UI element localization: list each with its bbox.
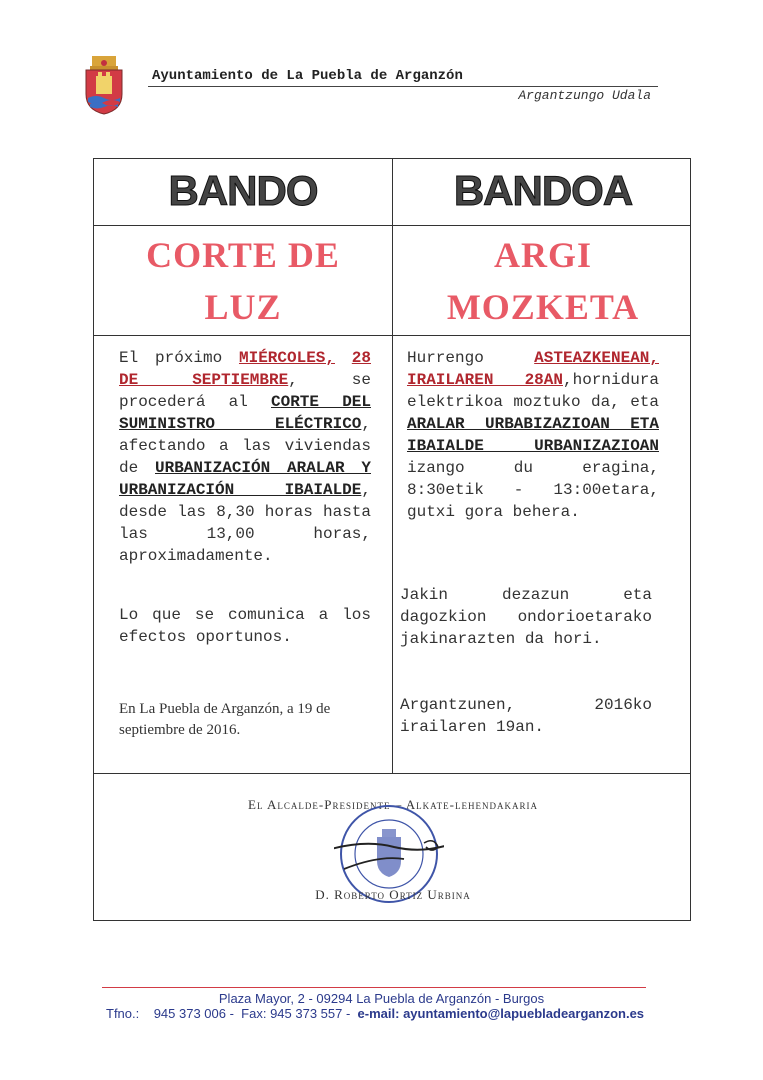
notice-place-date-es: En La Puebla de Arganzón, a 19 de septiembre de 2016. — [119, 701, 331, 738]
signatory-role: El Alcalde-Presidente – Alkate-lehendakaria — [248, 797, 538, 812]
column-divider — [392, 159, 393, 773]
municipal-crest-icon — [82, 54, 126, 116]
notice-body-eu: Hurrengo ASTEAZKENEAN, IRAILAREN 28AN,hornidura elektrikoa moztuko da, eta ARALAR URBABIZAZIOAN ETA IBAIALDE URBANIZAZIOAN izango du eragina, 8:30etik - 13:00etara, gutxi gora behera. — [407, 349, 659, 521]
notice-title-eu: BANDOA — [453, 167, 633, 214]
organization-name: Ayuntamiento de La Puebla de Arganzón — [152, 68, 463, 84]
phone-number: 945 373 006 — [153, 1006, 226, 1021]
subject-line: ARGI — [493, 235, 592, 275]
subject-line: CORTE DE — [146, 235, 340, 275]
email-link[interactable]: ayuntamiento@lapuebladearganzon.es — [403, 1006, 645, 1021]
fax-number: Fax: 945 373 557 — [241, 1006, 343, 1021]
email-label: e-mail: — [357, 1006, 400, 1021]
phone-label: Tfno.: — [106, 1006, 140, 1021]
notice-title-es: BANDO — [168, 167, 318, 214]
organization-name-basque: Argantzungo Udala — [518, 88, 651, 103]
notice-table — [93, 158, 691, 921]
notice-subject-es — [94, 229, 392, 333]
footer-address: Plaza Mayor, 2 - 09294 La Puebla de Arganzón - Burgos — [218, 991, 545, 1006]
notice-closing-eu: Jakin dezazun eta dagozkion ondorioetarako jakinarazten da hori. — [400, 586, 652, 648]
area-highlight: ARALAR URBABIZAZIOAN ETA IBAIALDE URBANIZAZIOAN — [407, 415, 659, 455]
row-divider — [94, 225, 690, 226]
date-highlight: ASTEAZKENEAN, IRAILAREN 28AN — [407, 349, 659, 389]
notice-place-date-eu: Argantzunen, 2016ko irailaren 19an. — [400, 696, 652, 736]
header-rule — [148, 86, 658, 87]
date-highlight: 28 DE SEPTIEMBRE — [119, 349, 371, 389]
footer-contact: Tfno.: 945 373 006 - Fax: 945 373 557 - e-mail: ayuntamiento@lapuebladearganzon.es — [106, 1006, 645, 1021]
date-highlight: MIÉRCOLES, — [238, 349, 335, 367]
row-divider — [94, 335, 690, 336]
footer-rule — [102, 987, 646, 988]
area-highlight: URBANIZACIÓN ARALAR Y URBANIZACIÓN IBAIALDE — [119, 459, 371, 499]
signatory-name: D. Roberto Ortiz Urbina — [315, 887, 471, 902]
row-divider — [94, 773, 690, 774]
notice-closing-es: Lo que se comunica a los efectos oportunos. — [119, 606, 371, 646]
subject-line: MOZKETA — [446, 287, 640, 327]
notice-body-es: El próximo MIÉRCOLES, 28 DE SEPTIEMBRE, se procederá al CORTE DEL SUMINISTRO ELÉCTRICO, afectando a las viviendas de URBANIZACIÓN ARALAR Y URBANIZACIÓN IBAIALDE, desde las 8,30 horas hasta las 13,00 horas, aproximadamente. — [119, 349, 371, 565]
notice-subject-eu — [394, 229, 692, 333]
subject-line: LUZ — [204, 287, 282, 327]
service-highlight: CORTE DEL SUMINISTRO ELÉCTRICO — [119, 393, 371, 433]
